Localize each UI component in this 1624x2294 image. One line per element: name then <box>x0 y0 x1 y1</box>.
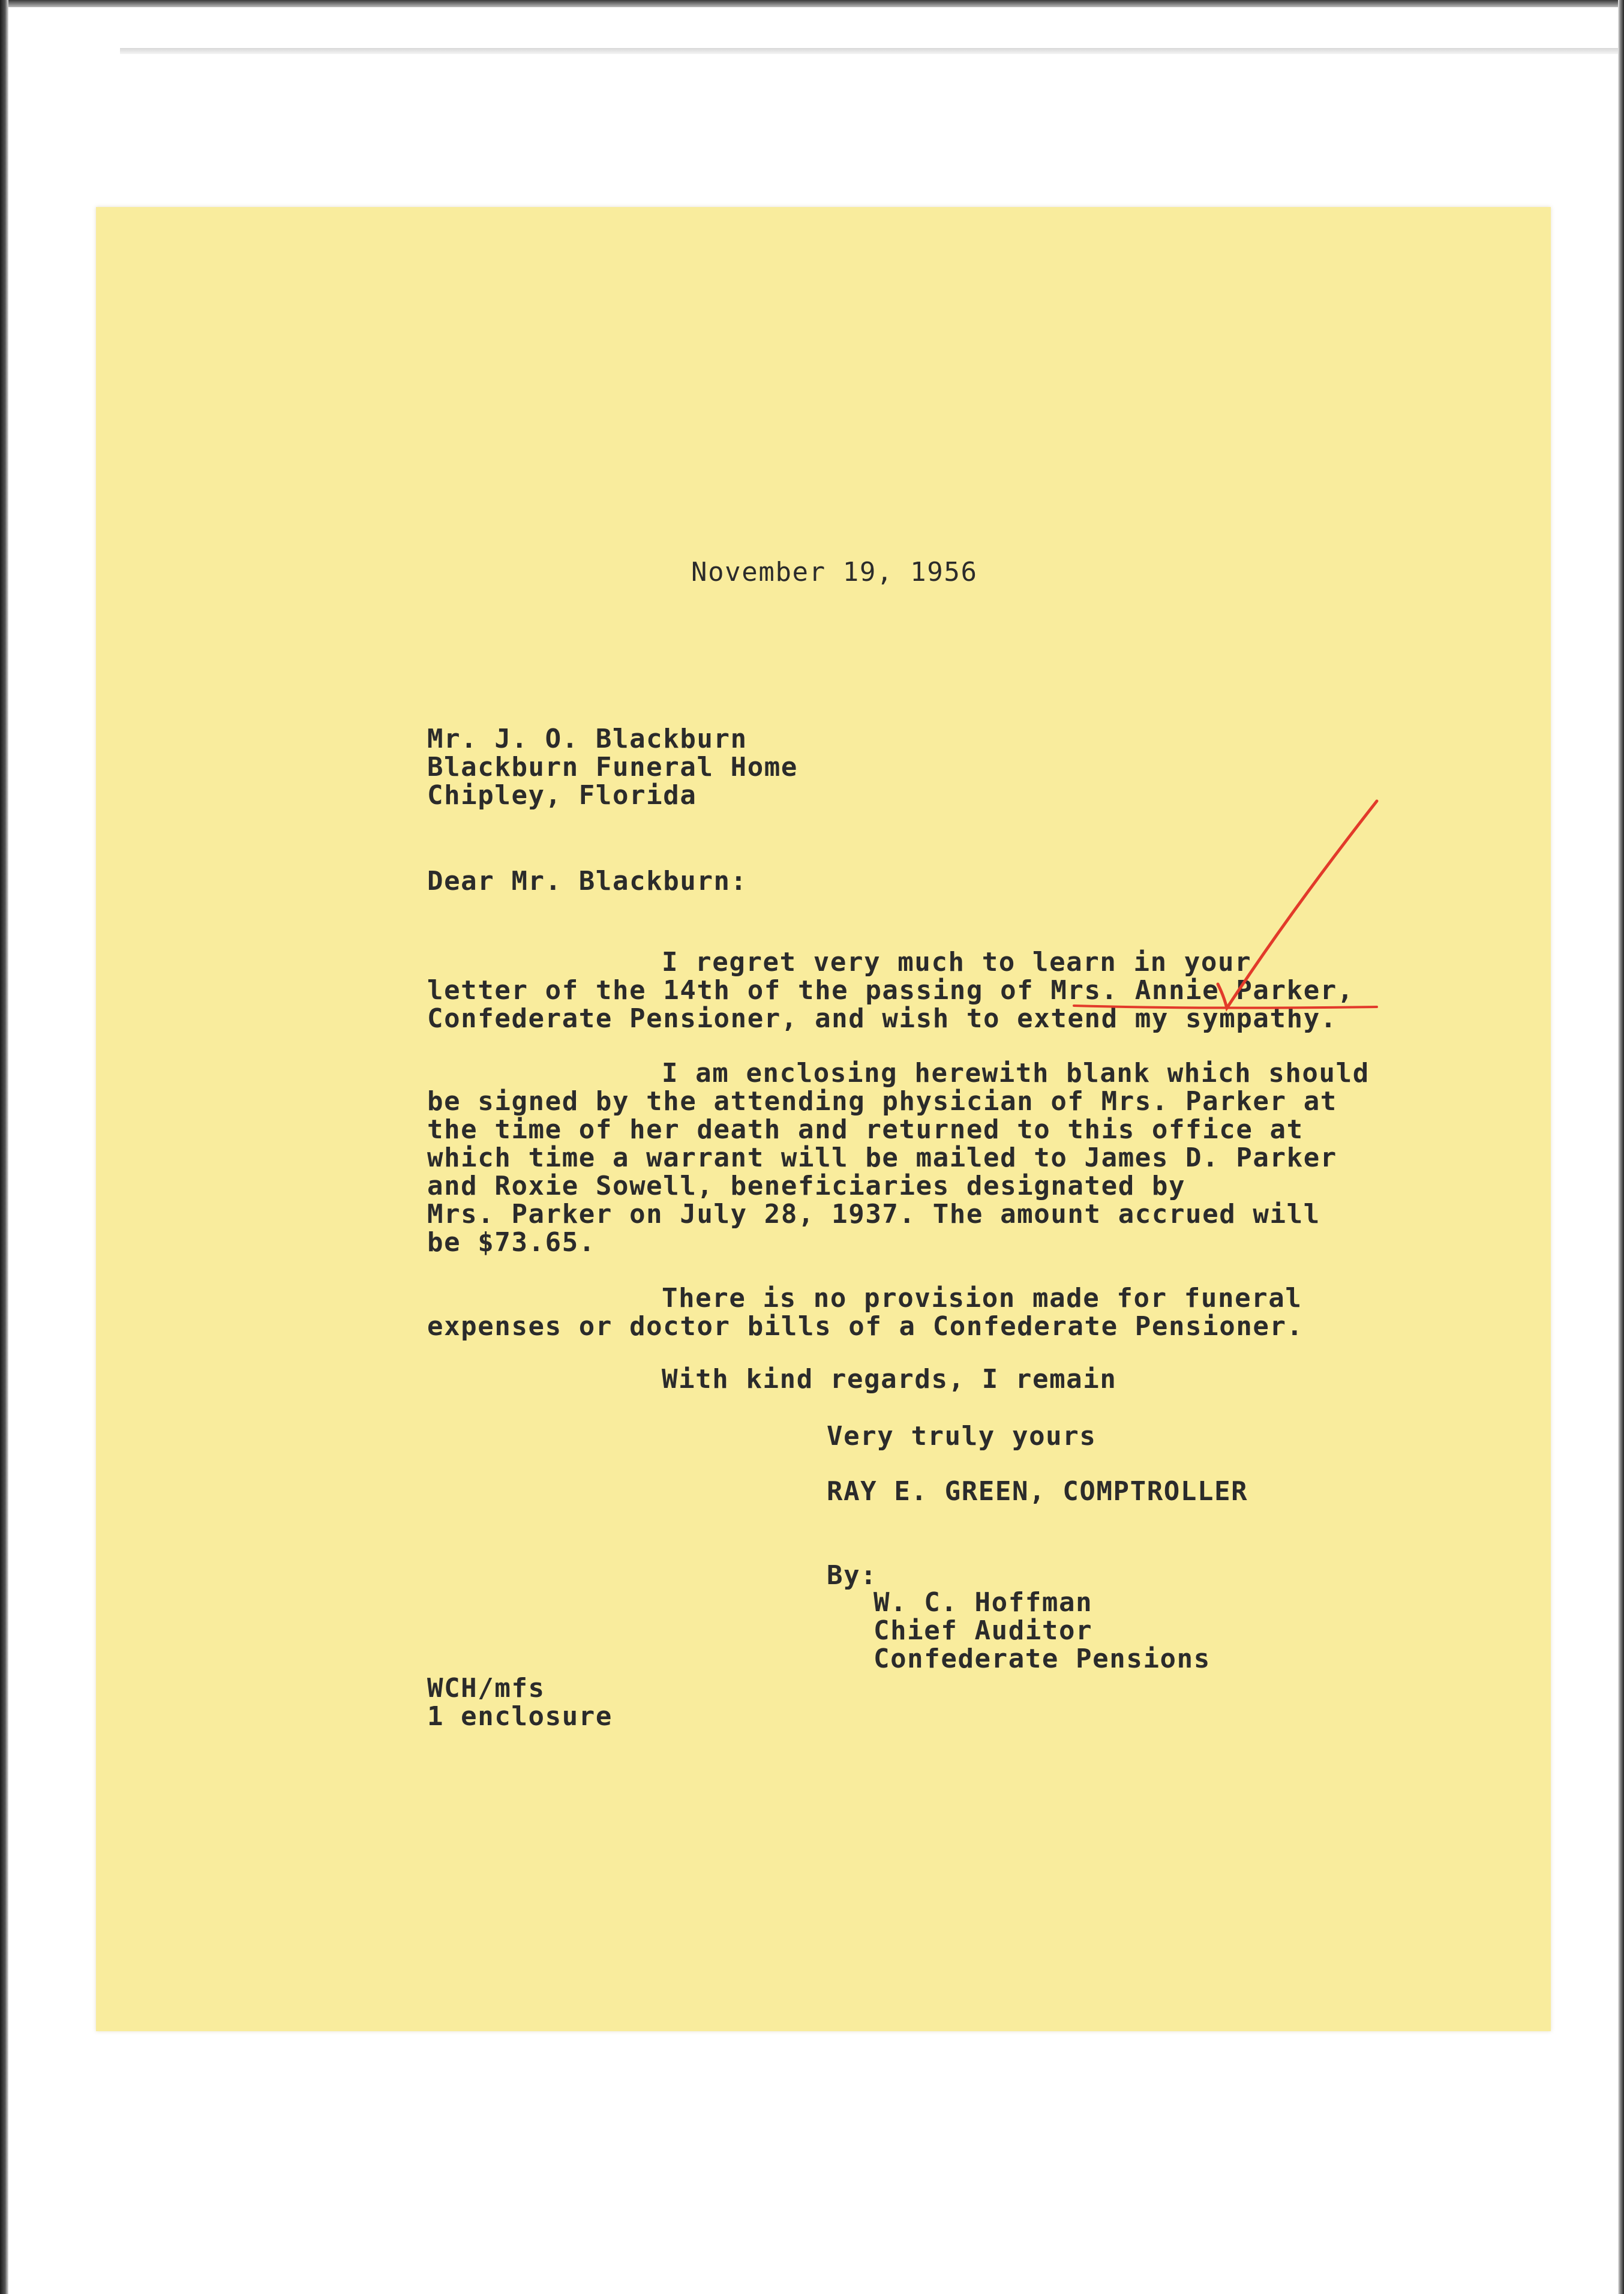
paragraph-2-line-2: be signed by the attending physician of Mrs. Parker at <box>427 1086 1337 1117</box>
by-label: By: <box>827 1560 878 1591</box>
paragraph-1-line-3: Confederate Pensioner, and wish to extend my sympathy. <box>427 1003 1337 1034</box>
signer-title: Chief Auditor <box>873 1615 1093 1646</box>
recipient-city: Chipley, Florida <box>427 780 697 811</box>
paragraph-2-line-3: the time of her death and returned to this office at <box>427 1114 1304 1145</box>
paragraph-2-line-4: which time a warrant will be mailed to James D. Parker <box>427 1142 1337 1173</box>
paragraph-2-line-7: be $73.65. <box>427 1227 596 1258</box>
paragraph-3-line-2: expenses or doctor bills of a Confederate Pensioner. <box>427 1311 1304 1342</box>
enclosure-note: 1 enclosure <box>427 1701 613 1732</box>
recipient-name: Mr. J. O. Blackburn <box>427 724 748 754</box>
paragraph-1-line-2: letter of the 14th of the passing of Mrs. Annie Parker, <box>427 975 1354 1006</box>
signatory: RAY E. GREEN, COMPTROLLER <box>827 1476 1248 1507</box>
closing-regards: With kind regards, I remain <box>662 1364 1117 1395</box>
paragraph-2-line-6: Mrs. Parker on July 28, 1937. The amount accrued will <box>427 1199 1320 1230</box>
paragraph-3-line-1: There is no provision made for funeral <box>662 1283 1302 1314</box>
scan-bed-shadow <box>120 48 1624 54</box>
scan-right-edge <box>1618 0 1624 2294</box>
paragraph-1-line-1: I regret very much to learn in your <box>662 947 1252 977</box>
paragraph-2-line-1: I am enclosing herewith blank which should <box>662 1058 1370 1088</box>
signer-name: W. C. Hoffman <box>873 1587 1093 1618</box>
reference-initials: WCH/mfs <box>427 1673 545 1704</box>
complimentary-close: Very truly yours <box>827 1421 1097 1452</box>
salutation: Dear Mr. Blackburn: <box>427 866 748 896</box>
scan-top-edge <box>8 0 1624 7</box>
signer-department: Confederate Pensions <box>873 1644 1211 1674</box>
recipient-company: Blackburn Funeral Home <box>427 752 798 782</box>
scan-left-edge <box>0 0 8 2294</box>
letter-date: November 19, 1956 <box>691 557 978 587</box>
paragraph-2-line-5: and Roxie Sowell, beneficiaries designated by <box>427 1171 1186 1201</box>
